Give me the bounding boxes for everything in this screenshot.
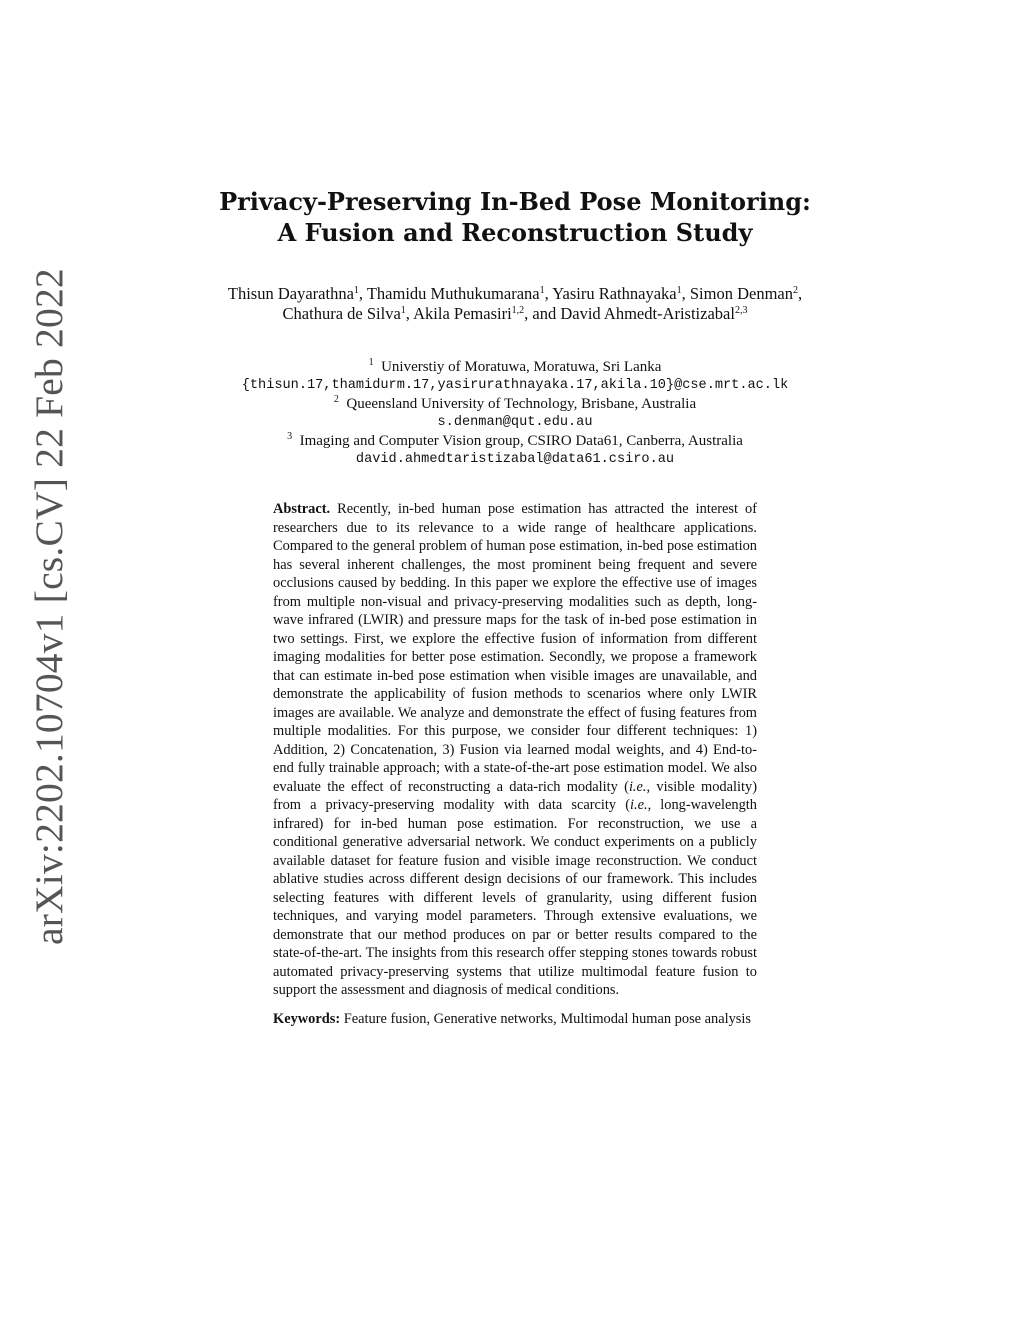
title-line-2: A Fusion and Reconstruction Study	[277, 218, 753, 247]
author: Thisun Dayarathna$^1$,	[227, 284, 367, 303]
author: Chathura de Silva$^1$,	[282, 303, 414, 323]
affiliation-2-email: s.denman@qut.edu.au	[437, 414, 593, 430]
affiliation-1: $^1$ Universtiy of Moratuwa, Moratuwa, Sri Lanka	[368, 357, 662, 375]
affiliation-1-email: {thisun.17,thamidurm.17,yasirurathnayaka.17,akila.10}@cse.mrt.ac.lk	[241, 377, 789, 393]
abstract-block	[273, 500, 757, 1028]
author: David Ahmedt-Aristizabal$^{2,3}$	[560, 303, 748, 323]
author-list	[200, 284, 830, 323]
abstract-label: Abstract.	[273, 501, 331, 517]
keywords: Keywords: Feature fusion, Generative networks, Multimodal human pose analysis	[273, 1010, 752, 1027]
arxiv-identifier-stamp: arXiv:2202.10704v1 [cs.CV] 22 Feb 2022	[27, 268, 71, 945]
author: Akila Pemasiri$^{1,2}$, and	[413, 303, 561, 323]
author: Simon Denman$^2$,	[689, 284, 803, 303]
keywords-label: Keywords:	[273, 1010, 341, 1027]
affiliation-3: $^3$ Imaging and Computer Vision group, CSIRO Data61, Canberra, Australia	[287, 431, 743, 449]
author: Yasiru Rathnayaka$^1$,	[552, 284, 690, 303]
affiliation-2: $^2$ Queensland University of Technology, Brisbane, Australia	[333, 394, 697, 412]
affiliation-3-email: david.ahmedtaristizabal@data61.csiro.au	[355, 451, 675, 467]
abstract-text: Abstract. Recently, in-bed human pose estimation has attracted the interest of researchers due to its relevance to a wide range of healthcare applications. Compared to the general problem of human pose estimation, in-bed pose estimation has several inherent challenges, the most prominent being frequent and severe occlusions caused by bedding. In this paper we explore the effective use of images from multiple non-visual and privacy-preserving modalities such as depth, long-wave infrared (LWIR) and pressure maps for the task of in-bed pose estimation in two settings. First, we explore the effective fusion of information from different imaging modalities for better pose estimation. Secondly, we propose a framework that can estimate in-bed pose estimation when visible images are unavailable, and demonstrate the applicability of fusion methods to scenarios where only LWIR images are available. We analyze and demonstrate the effect of fusing features from multiple modalities. For this purpose, we consider four different techniques: 1) Addition, 2) Concatenation, 3) Fusion via learned modal weights, and 4) End-to-end fully trainable approach; with a state-of-the-art pose estimation model. We also evaluate the effect of reconstructing a data-rich modality (i.e., visible modality) from a privacy-preserving modality with data scarcity (i.e., long-wavelength infrared) for in-bed human pose estimation. For reconstruction, we use a conditional generative adversarial network. We conduct experiments on a publicly available dataset for feature fusion and visible image reconstruction. We conduct ablative studies across different design decisions of our framework. This includes selecting features with different levels of granularity, using different fusion techniques, and varying model parameters. Through extensive evaluations, we demonstrate that our method produces on par or better results compared to the state-of-the-art. The insights from this research offer stepping stones towards robust automated privacy-preserving systems that utilize multimodal feature fusion to support the assessment and diagnosis of medical conditions.	[273, 501, 757, 998]
author: Thamidu Muthukumarana$^1$,	[366, 284, 553, 303]
paper-title	[180, 186, 850, 248]
title-line-1: Privacy-Preserving In-Bed Pose Monitoring:	[219, 187, 811, 216]
affiliations	[200, 358, 830, 469]
